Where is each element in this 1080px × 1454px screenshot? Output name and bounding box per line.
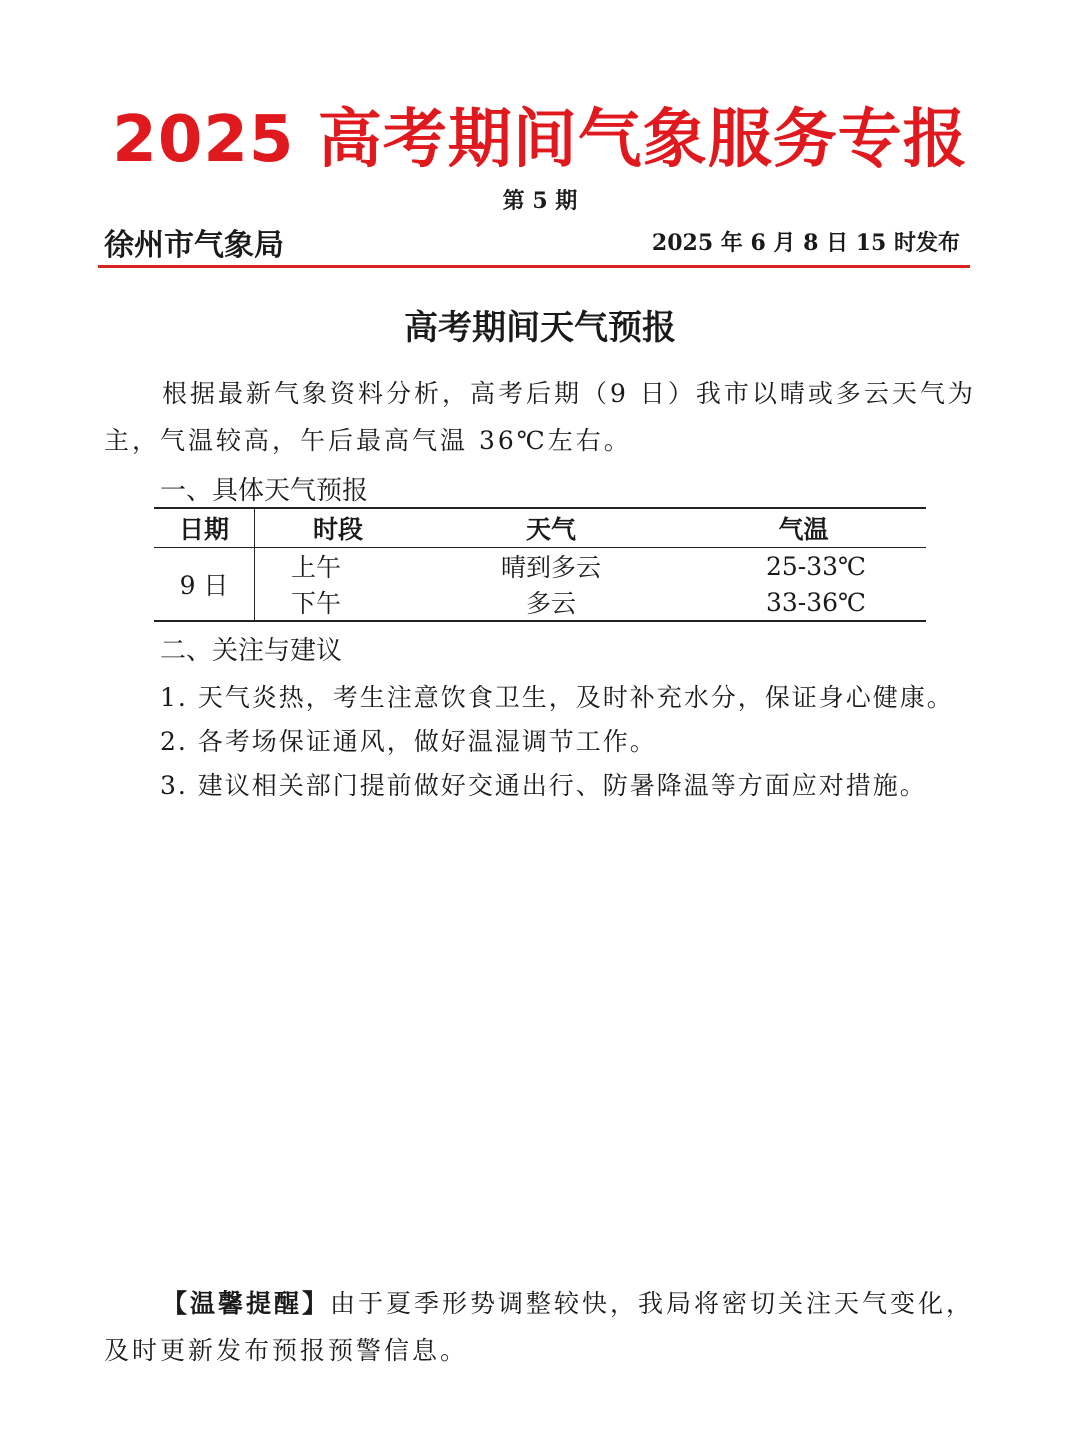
reminder-text: 由于夏季形势调整较快，我局将密切关注天气变化，及时更新发布预报预警信息。 <box>104 1289 975 1365</box>
suggestions-heading: 二、关注与建议 <box>160 636 343 666</box>
column-header-date: 日期 <box>154 508 255 548</box>
table-header-row <box>154 508 926 548</box>
suggestion-item: 3. 建议相关部门提前做好交通出行、防暑降温等方面应对措施。 <box>160 771 927 800</box>
table-row <box>154 548 926 585</box>
column-header-period: 时段 <box>255 508 422 548</box>
column-header-temperature: 气温 <box>681 508 926 548</box>
publish-time: 2025 年 6 月 8 日 15 时发布 <box>651 230 960 256</box>
header-divider <box>98 265 970 268</box>
table-row <box>154 584 926 621</box>
intro-paragraph: 根据最新气象资料分析，高考后期（9 日）我市以晴或多云天气为主，气温较高，午后最高气温 36℃左右。 <box>104 379 976 455</box>
temperature-cell: 33-36℃ <box>681 584 926 621</box>
weather-cell: 多云 <box>421 584 681 621</box>
period-cell: 上午 <box>291 553 342 582</box>
forecast-table <box>154 507 926 622</box>
date-cell: 9 日 <box>154 548 255 622</box>
temperature-cell: 25-33℃ <box>765 551 866 581</box>
forecast-heading: 一、具体天气预报 <box>160 476 369 506</box>
suggestion-item: 1. 天气炎热，考生注意饮食卫生，及时补充水分，保证身心健康。 <box>160 683 954 712</box>
suggestion-item: 2. 各考场保证通风，做好温湿调节工作。 <box>160 727 657 756</box>
document-title: 高考期间天气预报 <box>404 308 676 348</box>
reminder-paragraph <box>104 1280 980 1374</box>
weather-cell: 晴到多云 <box>500 553 601 582</box>
agency-name: 徐州市气象局 <box>104 228 284 263</box>
column-header-weather: 天气 <box>421 508 681 548</box>
report-banner-title: 2025 高考期间气象服务专报 <box>112 103 968 177</box>
period-cell: 下午 <box>255 584 422 621</box>
reminder-tag: 【温馨提醒】 <box>162 1289 331 1318</box>
issue-number: 第 5 期 <box>502 188 578 214</box>
